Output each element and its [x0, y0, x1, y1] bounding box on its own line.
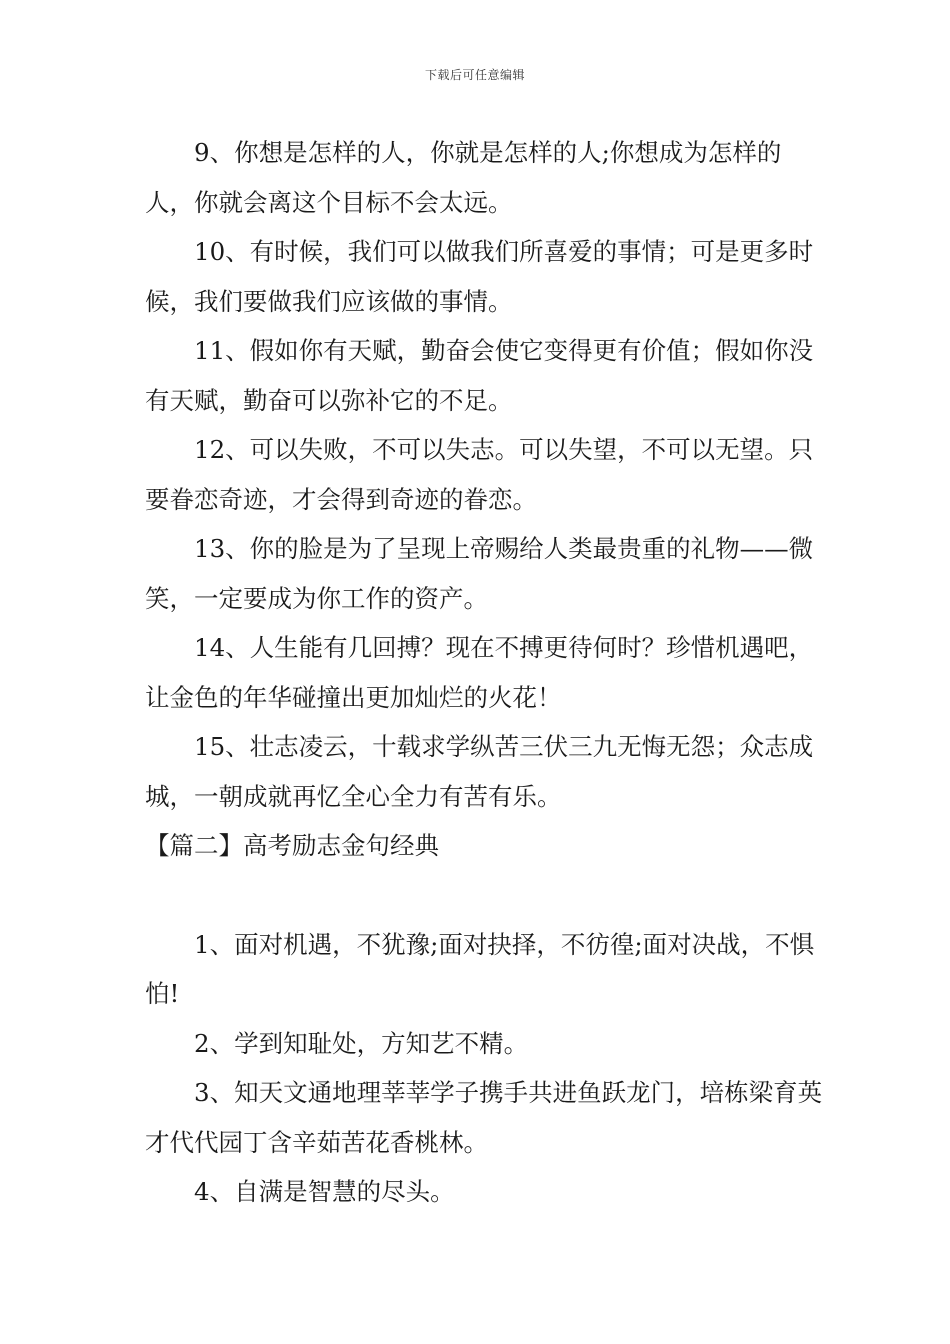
list-item: 1、面对机遇，不犹豫;面对抉择，不彷徨;面对决战，不惧怕!	[145, 929, 815, 1008]
list-item: 10、有时候，我们可以做我们所喜爱的事情；可是更多时候，我们要做我们应该做的事情。	[145, 237, 814, 316]
document-body	[145, 128, 825, 1217]
list-item: 13、你的脸是为了呈现上帝赐给人类最贵重的礼物——微笑，一定要成为你工作的资产。	[145, 534, 814, 613]
section-spacer	[145, 871, 825, 920]
list-item: 3、知天文通地理莘莘学子携手共进鱼跃龙门，培栋梁育英才代代园丁含辛茹苦花香桃林。	[145, 1078, 823, 1157]
list-item: 15、壮志凌云，十载求学纵苦三伏三九无悔无怨；众志成城，一朝成就再忆全心全力有苦有乐。	[145, 732, 814, 811]
section-heading: 【篇二】高考励志金句经典	[145, 831, 439, 860]
page-header-note: 下载后可任意编辑	[424, 68, 525, 82]
list-item: 12、可以失败，不可以失志。可以失望，不可以无望。只要眷恋奇迹，才会得到奇迹的眷恋。	[145, 435, 814, 514]
list-item: 4、自满是智慧的尽头。	[194, 1177, 455, 1206]
list-item: 11、假如你有天赋，勤奋会使它变得更有价值；假如你没有天赋，勤奋可以弥补它的不足。	[145, 336, 814, 415]
list-item: 2、学到知耻处，方知艺不精。	[194, 1028, 529, 1058]
list-item: 14、人生能有几回搏？现在不搏更待何时？珍惜机遇吧，让金色的年华碰撞出更加灿烂的火花！	[145, 633, 814, 712]
list-item: 9、你想是怎样的人，你就是怎样的人;你想成为怎样的人，你就会离这个目标不会太远。	[145, 138, 782, 217]
